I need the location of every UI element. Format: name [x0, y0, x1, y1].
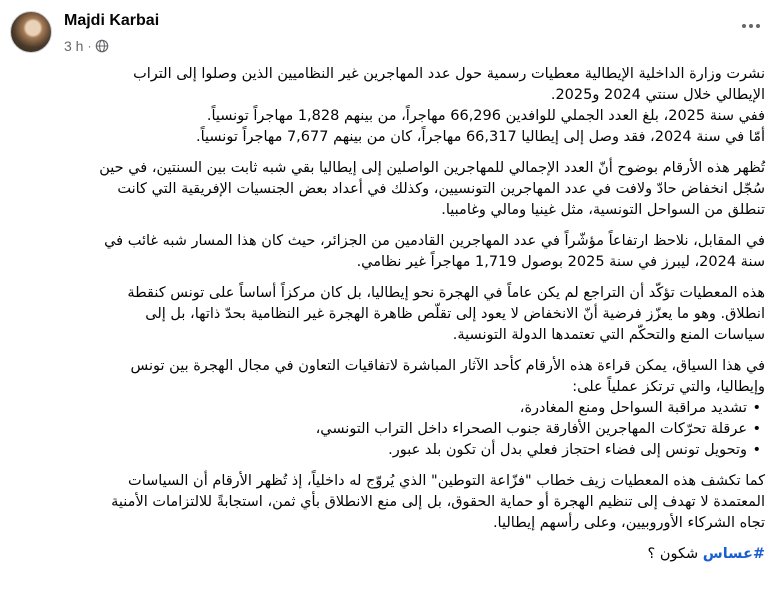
post-text-line: انطلاق. وهو ما يعزّز فرضية أنّ الانخفاض لا يعود إلى تقلّص ظاهرة الهجرة غير النظامية بحدّ ذاتها، بل إلى: [145, 306, 765, 322]
list-item: • تشديد مراقبة السواحل ومنع المغادرة،: [10, 398, 747, 419]
post-paragraph: [10, 471, 765, 534]
globe-icon[interactable]: [95, 39, 109, 53]
post-text-line: تنطلق من السواحل التونسية، مثل غينيا ومالي وغامبيا.: [441, 202, 765, 218]
bullet-list: [10, 398, 765, 461]
post-text-line: ففي سنة 2025، بلغ العدد الجملي للوافدين 66,296 مهاجراً، من بينهم 1,828 مهاجراً تونسياً.: [206, 108, 765, 124]
post-paragraph: [10, 356, 765, 461]
post-text-line: في المقابل، نلاحظ ارتفاعاً مؤشّراً في عدد المهاجرين القادمين من الجزائر، حيث كان هذا المسار شبه غائب في: [104, 233, 765, 249]
post-text-line: سنة 2024، ليبرز في سنة 2025 بوصول 1,719 مهاجراً غير نظامي.: [356, 254, 765, 270]
post-text-line: تجاه الشركاء الأوروبيين، وعلى رأسهم إيطاليا.: [492, 515, 765, 531]
more-options-icon[interactable]: [739, 18, 763, 34]
list-item: • عرقلة تحرّكات المهاجرين الأفارقة جنوب الصحراء داخل التراب التونسي،: [10, 419, 747, 440]
post-text-line: سُجّل انخفاض حادّ ولافت في عدد المهاجرين التونسيين، وكذلك في أعداد بعض الجنسيات الإفريقية التي كانت: [117, 181, 765, 197]
post-text-line: المعتمدة لا تهدف إلى تنظيم الهجرة أو حماية الحقوق، بل إلى منع الانطلاق بأي ثمن، استجابةً للالتزامات الأمنية: [111, 494, 765, 510]
meta-separator: ·: [87, 39, 92, 53]
post-text-line: كما تكشف هذه المعطيات زيف خطاب "فزّاعة التوطين" الذي يُروّج له داخلياً، إذ تُظهر الأرقام أن السياسات: [128, 473, 765, 489]
post-text-line: سياسات المنع والتحكّم التي تعتمدها الدولة التونسية.: [452, 327, 765, 343]
post-text-line: تُظهر هذه الأرقام بوضوح أنّ العدد الإجمالي للمهاجرين الواصلين إلى إيطاليا بقي شبه ثابت بين السنتين، في حين: [99, 160, 765, 176]
post-header: [0, 0, 777, 60]
post-timestamp[interactable]: 3 h: [64, 38, 84, 54]
post-text-line: هذه المعطيات تؤكّد أن التراجع لم يكن عاماً في الهجرة نحو إيطاليا، بل كان مركزاً أساساً على تونس كنقطة: [127, 285, 765, 301]
post-text-line: وإيطاليا، والتي ترتكز عملياً على:: [572, 379, 765, 395]
post-paragraph: [10, 64, 765, 148]
post-paragraph: [10, 158, 765, 221]
post-text-line: في هذا السياق، يمكن قراءة هذه الأرقام كأحد الآثار المباشرة لاتفاقيات التعاون في مجال الهجرة بين تونس: [130, 358, 765, 374]
avatar[interactable]: [10, 11, 52, 53]
post-footer-line: [10, 544, 765, 565]
post-paragraph: [10, 231, 765, 273]
post-meta: [64, 37, 109, 55]
author-name[interactable]: Majdi Karbai: [64, 12, 160, 29]
hashtag-link[interactable]: #عساس: [702, 546, 765, 562]
post-paragraph: [10, 283, 765, 346]
post-text-line: الإيطالي خلال سنتي 2024 و2025.: [550, 87, 765, 103]
post-text-line: أمّا في سنة 2024، فقد وصل إلى إيطاليا 66,317 مهاجراً، كان من بينهم 7,677 مهاجراً تونسياً.: [195, 129, 765, 145]
post-text-line: نشرت وزارة الداخلية الإيطالية معطيات رسمية حول عدد المهاجرين غير النظاميين الذين وصلوا إلى التراب: [133, 66, 765, 82]
post-body: [10, 64, 765, 575]
list-item: • وتحويل تونس إلى فضاء احتجاز فعلي بدل أن تكون بلد عبور.: [10, 440, 747, 461]
footer-text: شكون ؟: [647, 546, 703, 562]
